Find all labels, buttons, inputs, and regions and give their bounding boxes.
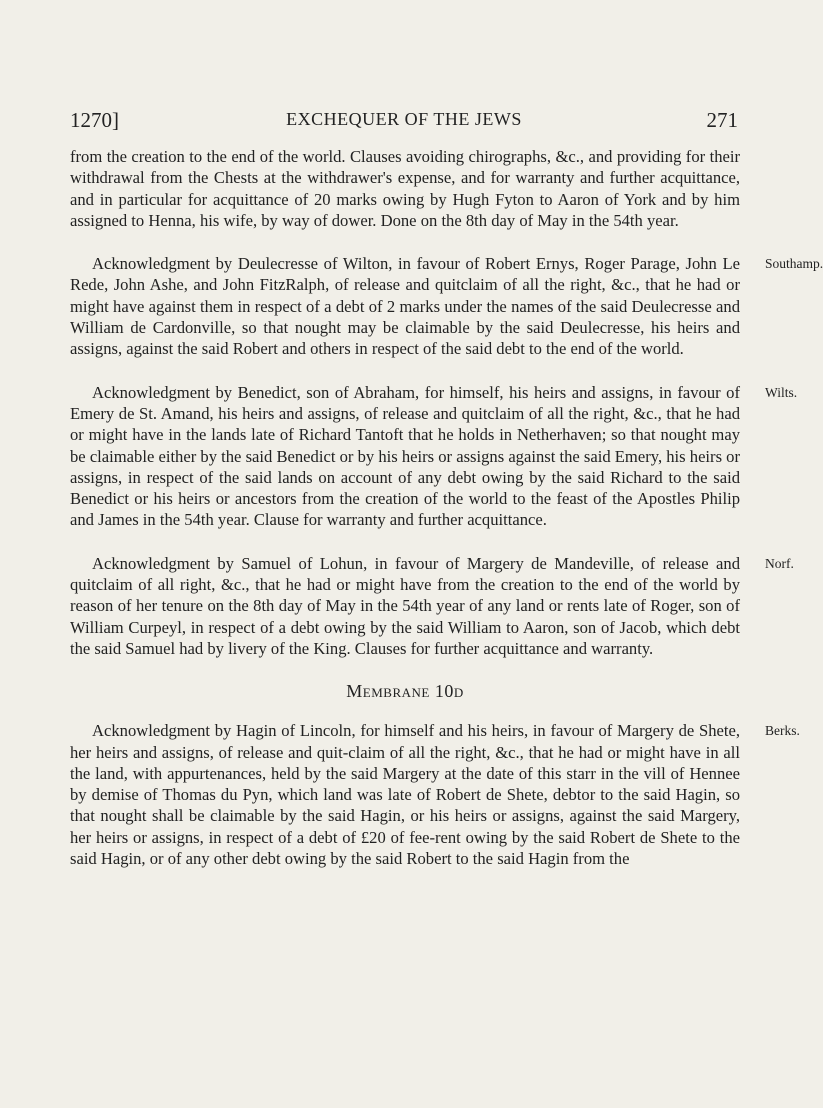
margin-note-county: Wilts.	[765, 384, 798, 400]
paragraph-text: from the creation to the end of the world. Clauses avoiding chirographs, &c., and providing for their withdrawal from the Chests at the withdrawer's expense, and for warranty and further acquittance, and in particular for acquittance of 20 marks owing by Hugh Fyton to Aaron of York and by him assigned to Henna, his wife, by way of dower. Done on the 8th day of May in the 54th year.	[70, 147, 740, 230]
paragraph-berks	[70, 720, 800, 869]
paragraph-text: Acknowledgment by Samuel of Lohun, in favour of Margery de Mandeville, of release and quitclaim of all right, &c., that he had or might have from the creation to the end of the world by reason of her tenure on the 8th day of May in the 54th year of any land or rents late of Roger, son of William Curpeyl, in respect of a debt owing by the said William to Aaron, son of Jacob, which debt the said Samuel had by livery of the King. Clauses for further acquittance and warranty.	[70, 553, 740, 658]
membrane-heading: Membrane 10d	[346, 681, 464, 702]
header-title: EXCHEQUER OF THE JEWS	[286, 109, 522, 129]
header-year: 1270]	[70, 108, 119, 132]
margin-note-county: Norf.	[765, 555, 794, 571]
paragraph-text: Acknowledgment by Hagin of Lincoln, for himself and his heirs, in favour of Margery de Shete, her heirs and assigns, of release and quit-claim of all the right, &c., that he had or might have in all the land, with appurtenances, held by the said Margery at the date of this starr in the vill of Hennee by demise of Thomas du Pyn, which land was late of Robert de Shete, debtor to the said Hagin, so that nought shall be claimable by the said Hagin, or his heirs or assigns, against the said Margery, her heirs or assigns, in respect of a debt of £20 of fee-rent owing by the said Robert de Shete to the said Hagin, or of any other debt owing by the said Robert to the said Hagin from the	[70, 721, 740, 869]
page-number: 271	[706, 108, 738, 132]
page-header	[70, 108, 738, 138]
paragraph-continuation	[70, 146, 740, 231]
page-body	[70, 146, 823, 891]
paragraph-norf	[70, 553, 794, 659]
paragraph-wilts	[70, 382, 798, 531]
paragraph-text: Acknowledgment by Deulecresse of Wilton, in favour of Robert Ernys, Roger Parage, John Le Rede, John Ashe, and John FitzRalph, of release and quitclaim of all the right, &c., that he had or might have against them in respect of a debt of 2 marks under the names of the said Deulecresse and William de Cardonville, so that nought may be claimable by the said Deulecresse, his heirs and assigns, against the said Robert and others in respect of the said debt to the end of the world.	[70, 254, 740, 359]
margin-note-county: Southamp.	[765, 256, 823, 272]
margin-note-county: Berks.	[765, 723, 800, 739]
section-heading	[70, 681, 740, 702]
paragraph-text: Acknowledgment by Benedict, son of Abraham, for himself, his heirs and assigns, in favour of Emery de St. Amand, his heirs and assigns, of release and quitclaim of all the right, &c., that he had or might have in the lands late of Richard Tantoft that he holds in Netherhaven; so that nought may be claimable either by the said Benedict or by his heirs or assigns against the said Emery, his heirs or assigns, in respect of the said lands on account of any debt owing by the said Richard to the said Benedict or his heirs or ancestors from the creation of the world to the feast of the Apostles Philip and James in the 54th year. Clause for warranty and further acquittance.	[70, 382, 740, 530]
paragraph-southampton	[70, 253, 823, 359]
